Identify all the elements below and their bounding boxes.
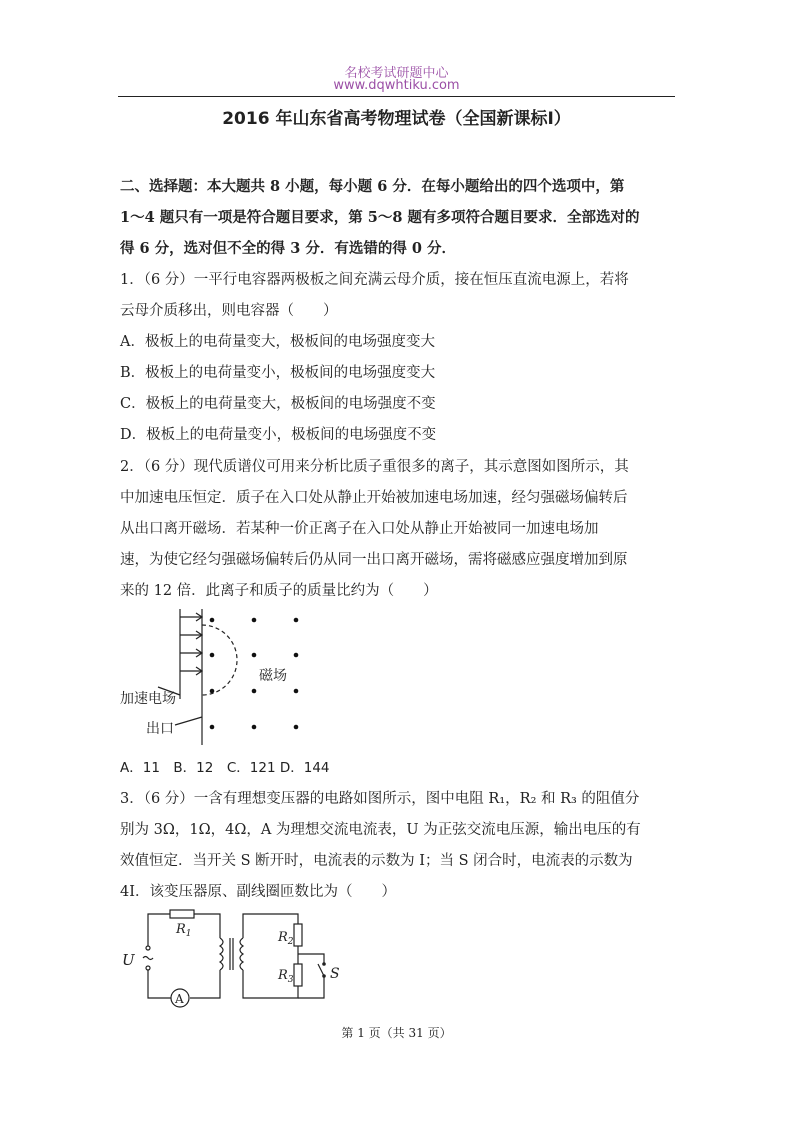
fig-ammeter-label: A	[175, 992, 184, 1006]
section-instructions-line2: 1～4 题只有一项是符合题目要求，第 5～8 题有多项符合题目要求．全部选对的	[120, 209, 640, 226]
q2-stem-line2: 中加速电压恒定．质子在入口处从静止开始被加速电场加速，经匀强磁场偏转后	[120, 490, 628, 506]
svg-text:R3	[277, 968, 294, 985]
fig-r1-label: R	[176, 922, 186, 937]
mass-spectrometer-figure	[118, 605, 318, 747]
fig-u-label: U	[122, 951, 135, 969]
fig-label-exit: 出口	[146, 721, 174, 737]
q2-options: A．11 B．12 C．121 D．144	[120, 760, 330, 776]
q1-option-c: C．极板上的电荷量变大，极板间的电场强度不变	[120, 396, 436, 412]
page-footer: 第 1 页（共 31 页）	[341, 1026, 452, 1040]
fig-r3-label: R	[278, 968, 288, 983]
transformer-circuit-figure	[118, 906, 358, 1011]
svg-text:R1	[175, 922, 192, 939]
fig-s-label: S	[330, 966, 340, 982]
fig-label-accel-field: 加速电场	[120, 691, 176, 707]
svg-text:R2	[277, 930, 294, 947]
q3-stem-line1: 3．（6 分）一含有理想变压器的电路如图所示，图中电阻 R₁，R₂ 和 R₃ 的阻值分	[120, 791, 640, 807]
section-instructions-line3: 得 6 分，选对但不全的得 3 分．有选错的得 0 分．	[120, 240, 457, 257]
fig-r2-sub: 2	[287, 937, 294, 947]
q1-option-d: D．极板上的电荷量变小，极板间的电场强度不变	[120, 427, 437, 443]
q2-stem-line3: 从出口离开磁场．若某种一价正离子在入口处从静止开始被同一加速电场加	[120, 521, 599, 537]
q3-stem-line2: 别为 3Ω，1Ω，4Ω，A 为理想交流电流表，U 为正弦交流电压源，输出电压的有	[120, 822, 641, 838]
fig-r2-label: R	[278, 930, 288, 945]
section-instructions-line1: 二、选择题：本大题共 8 小题，每小题 6 分．在每小题给出的四个选项中，第	[120, 178, 625, 195]
fig-label-magnetic-field: 磁场	[259, 668, 287, 684]
page-title: 2016 年山东省高考物理试卷（全国新课标Ⅰ）	[222, 109, 571, 129]
q3-stem-line4: 4I．该变压器原、副线圈匝数比为（ ）	[120, 884, 396, 900]
site-name: 名校考试研题中心	[344, 66, 449, 81]
q1-option-b: B．极板上的电荷量变小，极板间的电场强度变大	[120, 365, 436, 381]
q1-option-a: A．极板上的电荷量变大，极板间的电场强度变大	[120, 334, 435, 350]
header-divider	[118, 96, 675, 97]
q1-stem-line1: 1．（6 分）一平行电容器两极板之间充满云母介质，接在恒压直流电源上，若将	[120, 272, 629, 288]
q2-stem-line1: 2．（6 分）现代质谱仪可用来分析比质子重很多的离子，其示意图如图所示，其	[120, 459, 629, 475]
site-url[interactable]: www.dqwhtiku.com	[333, 78, 460, 93]
fig-r3-sub: 3	[287, 975, 294, 985]
fig-r1-sub: 1	[185, 929, 192, 939]
q3-stem-line3: 效值恒定．当开关 S 断开时，电流表的示数为 I；当 S 闭合时，电流表的示数为	[120, 853, 633, 869]
q2-stem-line5: 来的 12 倍．此离子和质子的质量比约为（ ）	[120, 583, 438, 599]
q1-stem-line2: 云母介质移出，则电容器（ ）	[120, 303, 338, 319]
q2-stem-line4: 速，为使它经匀强磁场偏转后仍从同一出口离开磁场，需将磁感应强度增加到原	[120, 552, 628, 568]
